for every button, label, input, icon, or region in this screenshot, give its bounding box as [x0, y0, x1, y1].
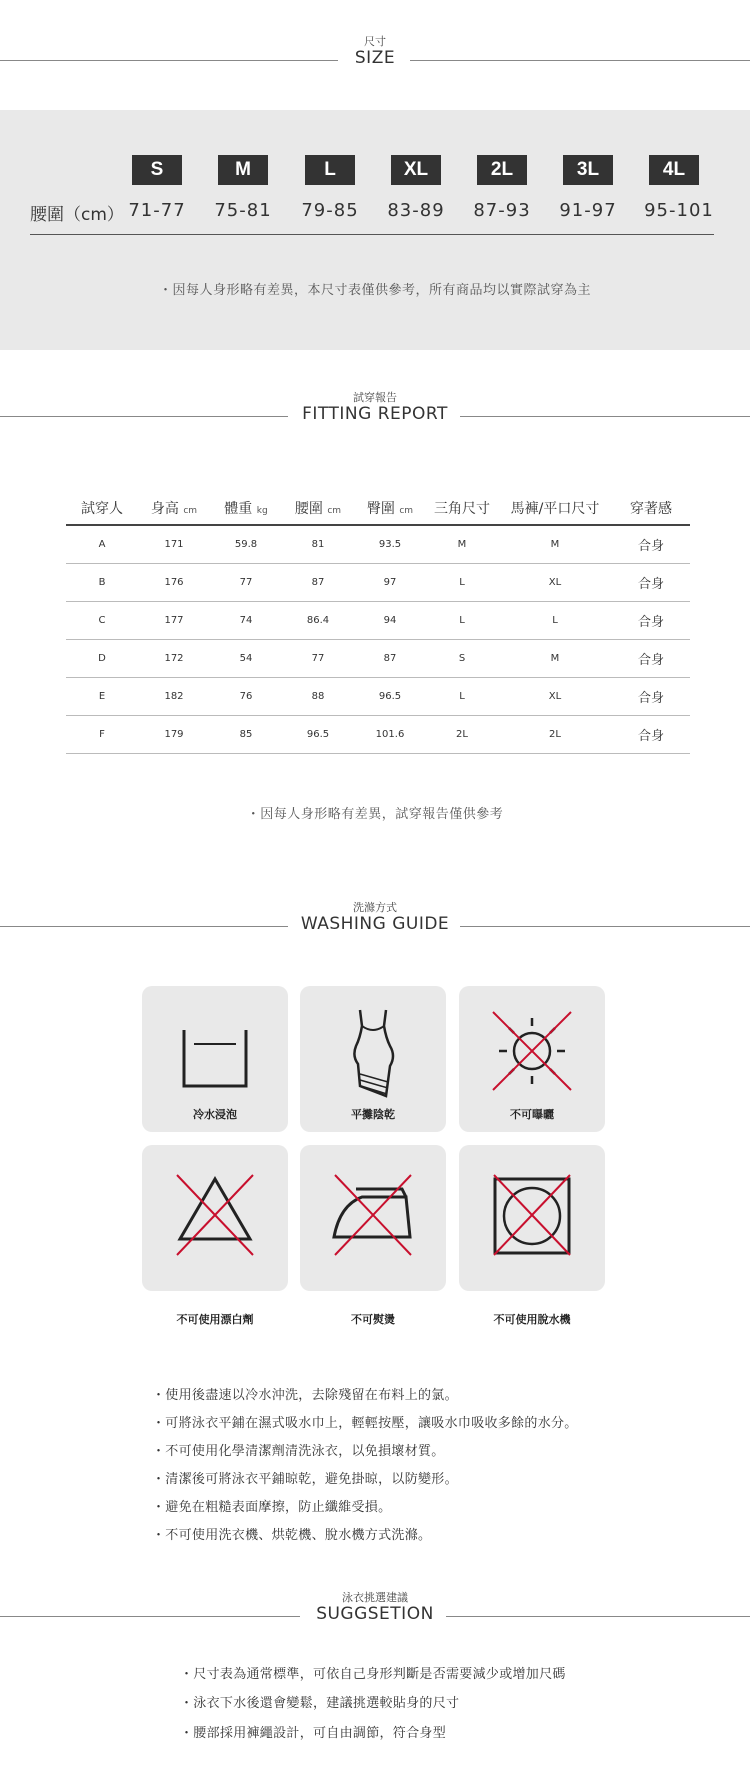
- washing-tip: ・清潔後可將泳衣平鋪晾乾，避免掛晾，以防變形。: [152, 1472, 458, 1487]
- col-header-waist: [282, 498, 354, 518]
- care-tile-no-iron: [300, 1145, 446, 1326]
- cell-brief-size: L: [459, 615, 465, 626]
- cell-height: 172: [164, 653, 184, 664]
- cell-tester: C: [98, 615, 106, 626]
- cell-tester: D: [98, 653, 106, 664]
- col-header-tester: 試穿人: [81, 501, 123, 517]
- cell-tester: B: [98, 577, 106, 588]
- cell-hip: 94: [383, 615, 397, 626]
- col-header-brief-size: 三角尺寸: [434, 501, 490, 517]
- col-header-boxer-size: 馬褲/平口尺寸: [510, 501, 600, 517]
- care-label-no-tumble: 不可使用脫水機: [493, 1313, 571, 1326]
- care-tile-no-tumble: [459, 1145, 605, 1326]
- cell-brief-size: 2L: [456, 729, 468, 740]
- waist-value-s: 71-77: [128, 200, 186, 221]
- cell-waist: 88: [311, 691, 325, 702]
- col-header-weight-label: 體重: [224, 501, 253, 517]
- cell-weight: 76: [239, 691, 253, 702]
- cell-fit: 合身: [637, 653, 664, 668]
- divider-right: [410, 60, 750, 61]
- divider-left: [0, 1616, 300, 1617]
- col-header-waist-unit: cm: [327, 506, 342, 516]
- suggestion-tip: ・尺寸表為通常標準，可依自己身形判斷是否需要減少或增加尺碼: [180, 1667, 566, 1682]
- col-header-waist-label: 腰圍: [294, 501, 323, 517]
- cell-weight: 54: [239, 653, 253, 664]
- suggestion-tip: ・腰部採用褲繩設計，可自由調節，符合身型: [180, 1726, 447, 1741]
- care-label-flat-dry: 平攤陰乾: [351, 1108, 395, 1121]
- cell-weight: 77: [239, 577, 253, 588]
- size-badge-4l: 4L: [649, 155, 699, 185]
- size-title-en: SIZE: [354, 48, 396, 68]
- cell-boxer-size: XL: [548, 577, 562, 588]
- waist-row-label: 腰圍（cm）: [30, 205, 124, 225]
- fitting-note: ・因每人身形略有差異，試穿報告僅供參考: [246, 807, 504, 822]
- col-header-hip-unit: cm: [399, 506, 414, 516]
- cell-brief-size: S: [458, 653, 466, 664]
- care-label-no-sun: 不可曝曬: [510, 1108, 554, 1121]
- cell-tester: A: [98, 539, 106, 550]
- cell-waist: 81: [311, 539, 325, 550]
- no-bleach-icon: [142, 1145, 288, 1291]
- suggestion-tip: ・泳衣下水後還會變鬆，建議挑選較貼身的尺寸: [180, 1696, 460, 1711]
- size-badge-m: M: [218, 155, 268, 185]
- fitting-title-zh: 試穿報告: [353, 391, 397, 404]
- cell-fit: 合身: [637, 615, 664, 630]
- care-tile-no-sun: [459, 986, 605, 1132]
- fitting-title-en: FITTING REPORT: [302, 404, 448, 424]
- cell-hip: 97: [383, 577, 397, 588]
- cell-tester: F: [99, 729, 105, 740]
- cell-boxer-size: 2L: [549, 729, 561, 740]
- col-header-hip-label: 臀圍: [366, 501, 395, 517]
- cell-boxer-size: M: [550, 539, 560, 550]
- col-header-weight-unit: kg: [256, 506, 268, 516]
- care-tile-cold-water: [142, 986, 288, 1132]
- size-badge-2l: 2L: [477, 155, 527, 185]
- cell-fit: 合身: [637, 539, 664, 554]
- table-row: [66, 602, 690, 640]
- washing-tip: ・可將泳衣平鋪在濕式吸水巾上，輕輕按壓，讓吸水巾吸收多餘的水分。: [152, 1416, 578, 1431]
- cell-hip: 87: [383, 653, 397, 664]
- col-header-fit: 穿著感: [630, 501, 672, 517]
- col-header-height: [138, 498, 210, 518]
- care-label-no-iron: 不可熨燙: [351, 1313, 395, 1326]
- care-tile-no-bleach: [142, 1145, 288, 1326]
- cell-brief-size: M: [457, 539, 467, 550]
- waist-value-l: 79-85: [301, 200, 359, 221]
- cell-height: 179: [164, 729, 184, 740]
- waist-value-4l: 95-101: [644, 200, 714, 221]
- cell-weight: 74: [239, 615, 253, 626]
- cell-hip: 96.5: [378, 691, 402, 702]
- cell-weight: 85: [239, 729, 253, 740]
- divider-right: [446, 1616, 750, 1617]
- cell-fit: 合身: [637, 691, 664, 706]
- washing-title-zh: 洗滌方式: [353, 901, 397, 914]
- washing-tip: ・避免在粗糙表面摩擦，防止纖維受損。: [152, 1500, 392, 1515]
- cell-fit: 合身: [637, 729, 664, 744]
- care-label-no-bleach: 不可使用漂白劑: [176, 1313, 254, 1326]
- cell-hip: 93.5: [378, 539, 402, 550]
- suggestion-title-en: SUGGSETION: [316, 1604, 434, 1624]
- table-row: [66, 678, 690, 716]
- cell-boxer-size: XL: [548, 691, 562, 702]
- washing-title-en: WASHING GUIDE: [300, 914, 450, 934]
- divider-left: [0, 926, 288, 927]
- cell-height: 182: [164, 691, 184, 702]
- col-header-height-label: 身高: [150, 501, 179, 517]
- divider-left: [0, 416, 288, 417]
- divider-right: [460, 416, 750, 417]
- care-tile-flat-dry: [300, 986, 446, 1132]
- cell-boxer-size: M: [550, 653, 560, 664]
- size-badge-3l: 3L: [563, 155, 613, 185]
- cell-height: 176: [164, 577, 184, 588]
- cell-waist: 87: [311, 577, 325, 588]
- washing-tip: ・不可使用化學清潔劑清洗泳衣，以免損壞材質。: [152, 1444, 445, 1459]
- waist-value-xl: 83-89: [387, 200, 445, 221]
- no-tumble-dry-icon: [459, 1145, 605, 1291]
- suggestion-title-zh: 泳衣挑選建議: [342, 1591, 408, 1604]
- table-header-row: [66, 492, 690, 526]
- fitting-table: [66, 492, 690, 754]
- size-chart-panel: [0, 110, 750, 350]
- no-iron-icon: [300, 1145, 446, 1291]
- cell-height: 171: [164, 539, 184, 550]
- size-badge-l: L: [305, 155, 355, 185]
- size-title-zh: 尺寸: [364, 35, 386, 48]
- table-row: [66, 564, 690, 602]
- waist-value-2l: 87-93: [473, 200, 531, 221]
- washing-tip: ・不可使用洗衣機、烘乾機、脫水機方式洗滌。: [152, 1528, 432, 1543]
- col-header-weight: [210, 498, 282, 518]
- cell-boxer-size: L: [552, 615, 558, 626]
- table-row: [66, 640, 690, 678]
- waist-value-m: 75-81: [214, 200, 272, 221]
- cell-brief-size: L: [459, 577, 465, 588]
- cell-weight: 59.8: [234, 539, 258, 550]
- divider-right: [460, 926, 750, 927]
- cell-hip: 101.6: [375, 729, 405, 740]
- table-row: [66, 526, 690, 564]
- cell-waist: 96.5: [306, 729, 330, 740]
- cell-tester: E: [98, 691, 106, 702]
- cell-brief-size: L: [459, 691, 465, 702]
- col-header-hip: [354, 498, 426, 518]
- cell-height: 177: [164, 615, 184, 626]
- waist-value-3l: 91-97: [559, 200, 617, 221]
- divider-left: [0, 60, 338, 61]
- table-row: [66, 716, 690, 754]
- col-header-height-unit: cm: [183, 506, 198, 516]
- size-badge-xl: XL: [391, 155, 441, 185]
- cell-waist: 77: [311, 653, 325, 664]
- size-note: ・因每人身形略有差異，本尺寸表僅供參考，所有商品均以實際試穿為主: [158, 283, 591, 298]
- size-chart-underline: [30, 234, 714, 235]
- washing-tip: ・使用後盡速以冷水沖洗，去除殘留在布料上的氯。: [152, 1388, 458, 1403]
- cell-waist: 86.4: [306, 615, 330, 626]
- care-label-cold-water: 冷水浸泡: [193, 1108, 237, 1121]
- cell-fit: 合身: [637, 577, 664, 592]
- size-badge-s: S: [132, 155, 182, 185]
